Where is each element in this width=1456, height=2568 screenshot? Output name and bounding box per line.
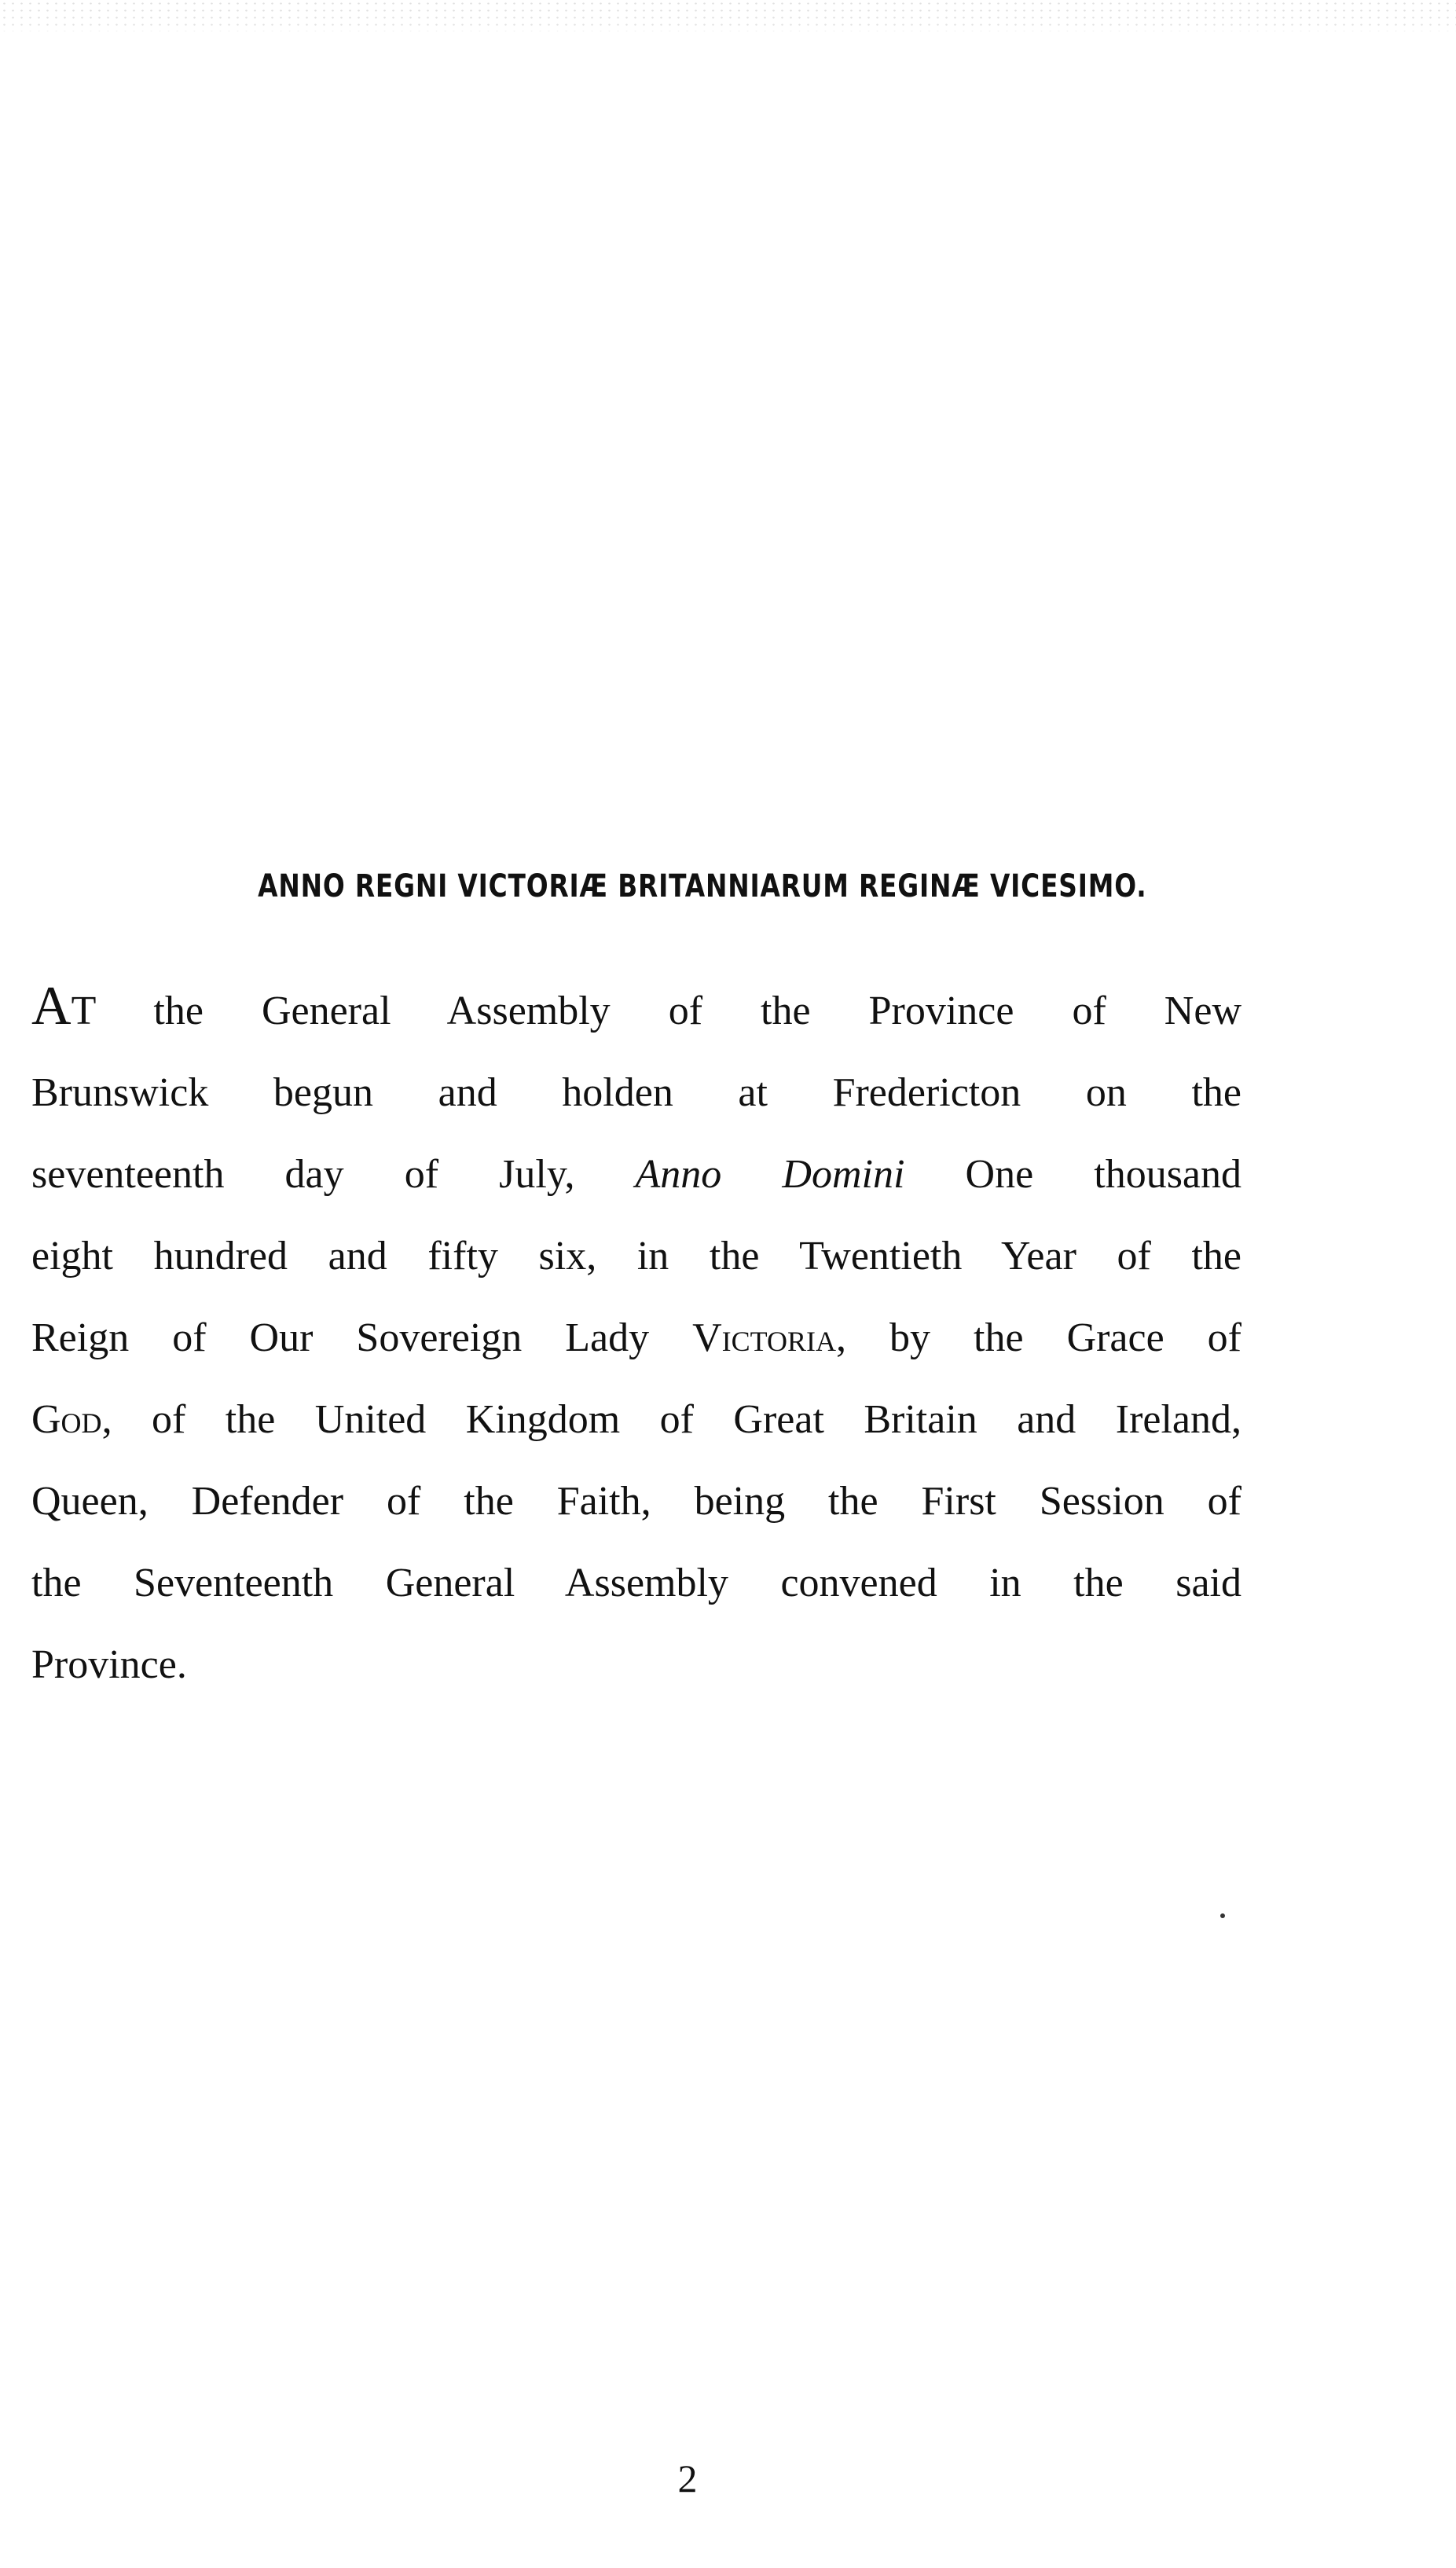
italic-text: Anno Domini <box>635 1152 905 1197</box>
paragraph-line: Queen, Defender of the Faith, being the First Session of <box>31 1479 1241 1524</box>
stray-dot <box>1220 1913 1225 1918</box>
drop-cap: A <box>31 976 72 1036</box>
body-paragraph <box>31 970 1241 1706</box>
scan-noise <box>0 0 1456 31</box>
paragraph-line <box>31 1297 1241 1379</box>
line-text: seventeenth day of July, <box>31 1152 636 1197</box>
smallcaps-text: Victoria <box>692 1315 837 1360</box>
line-text: One thousand <box>904 1152 1242 1197</box>
smallcaps-text: God <box>31 1397 102 1442</box>
line-text: , of the United Kingdom of Great Britain and Ireland, <box>101 1397 1241 1442</box>
paragraph-line <box>31 1379 1241 1461</box>
page-heading: ANNO REGNI VICTORIÆ BRITANNIARUM REGINÆ VICESIMO. <box>258 868 1147 904</box>
line-text: Reign of Our Sovereign Lady <box>31 1315 693 1360</box>
line-text: , by the Grace of <box>836 1315 1241 1360</box>
paragraph-line <box>31 970 1241 1052</box>
paragraph-line: Province. <box>31 1642 187 1687</box>
paragraph-line: the Seventeenth General Assembly convened in the said <box>31 1561 1241 1605</box>
line-text: T the General Assembly of the Province of New <box>71 989 1241 1033</box>
paragraph-line: Brunswick begun and holden at Fredericton on the <box>31 1070 1241 1115</box>
paragraph-line: eight hundred and fifty six, in the Twentieth Year of the <box>31 1234 1241 1278</box>
page-number: 2 <box>677 2456 698 2500</box>
paragraph-line <box>31 1134 1241 1216</box>
